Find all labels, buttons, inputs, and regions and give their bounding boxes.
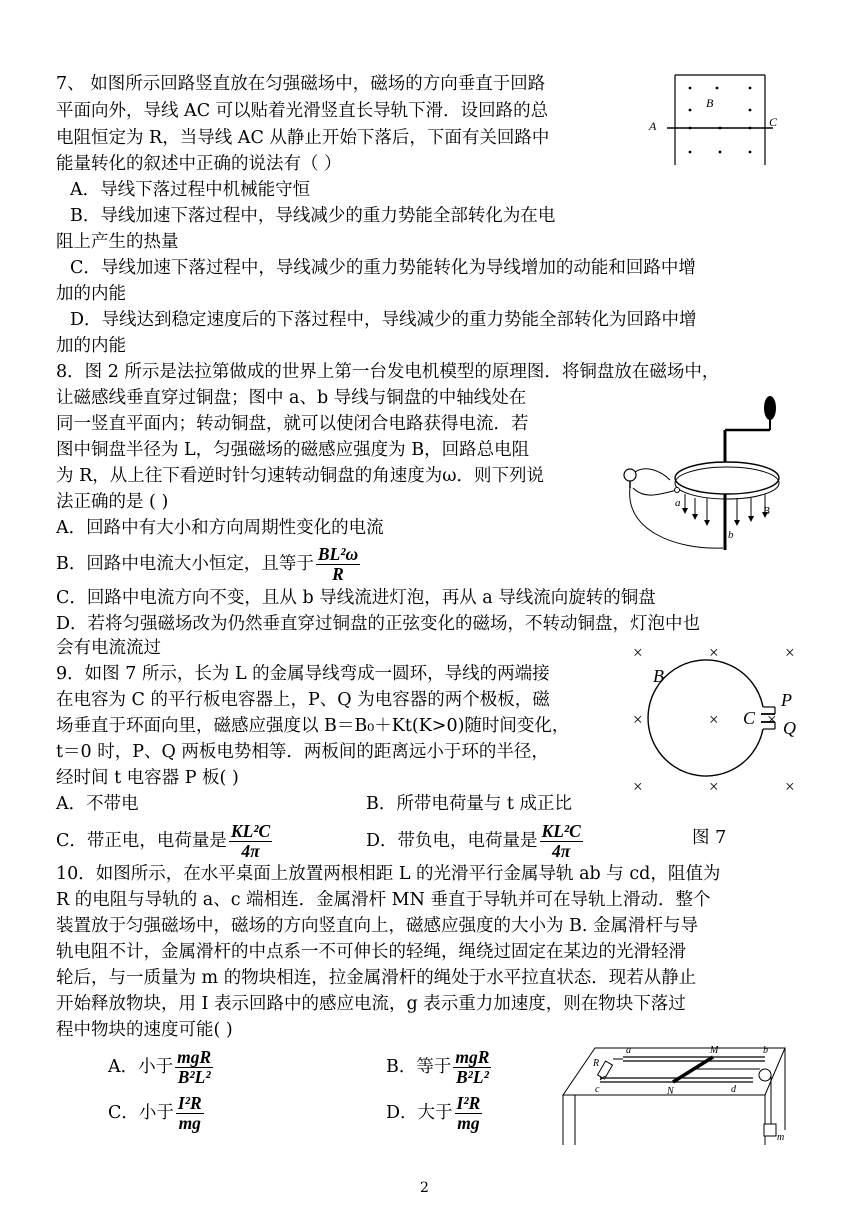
q10-option-c-fraction (176, 1094, 204, 1133)
q8-option-b-text: B．回路中电流大小恒定，且等于 (56, 554, 314, 574)
q10-option-a-fraction (175, 1048, 213, 1087)
q10-fig-label-c: c (595, 1084, 600, 1095)
cross-mark: × (785, 643, 795, 662)
q10-fig-label-b: b (763, 1045, 768, 1056)
q10-option-d-text: D．大于 (386, 1103, 453, 1123)
cross-mark: × (633, 710, 643, 729)
cross-mark: × (709, 777, 719, 796)
fraction-numerator: mgR (455, 1047, 490, 1067)
q7-option-b-cont: 阻上产生的热量 (56, 232, 179, 252)
q9-option-a: A．不带电 (56, 794, 139, 814)
cross-mark: × (709, 643, 719, 662)
q7-line-2: 平面向外，导线 AC 可以贴着光滑竖直长导轨下滑．设回路的总 (56, 101, 549, 121)
q7-option-a: A．导线下落过程中机械能守恒 (70, 180, 311, 200)
q7-option-d-cont: 加的内能 (56, 336, 126, 356)
fraction-numerator: I²R (177, 1093, 202, 1113)
q9-option-d (366, 822, 585, 861)
q10-option-a (108, 1048, 215, 1087)
q7-figure (645, 70, 778, 170)
fraction-numerator: BL²ω (317, 544, 359, 564)
q9-line-1: 9．如图 7 所示，长为 L 的金属导线弯成一圆环，导线的两端接 (56, 664, 550, 684)
q7-fig-label-b: B (706, 96, 714, 110)
fraction-denominator: 4π (241, 841, 260, 861)
fraction-denominator: mg (457, 1113, 480, 1133)
q8-option-d: D．若将匀强磁场改为仍然垂直穿过铜盘的正弦变化的磁场，不转动铜盘，灯泡中也 (56, 614, 701, 634)
q9-line-2: 在电容为 C 的平行板电容器上，P、Q 为电容器的两个极板，磁 (56, 690, 550, 710)
q7-option-d: D．导线达到稳定速度后的下落过程中，导线减少的重力势能全部转化为回路中增 (70, 310, 697, 330)
q7-line-4: 能量转化的叙述中正确的说法有（ ） (56, 154, 342, 174)
q8-line-5: 为 R，从上往下看逆时针匀速转动铜盘的角速度为ω．则下列说 (56, 466, 545, 486)
q9-option-c (56, 822, 274, 861)
cross-mark: × (709, 710, 719, 729)
q10-figure (555, 1040, 795, 1150)
q10-line-7: 程中物块的速度可能( ) (56, 1020, 233, 1040)
q8-fig-label-b: b (728, 529, 734, 541)
q8-option-b (56, 545, 362, 584)
cross-mark: × (633, 643, 643, 662)
q7-option-c-cont: 加的内能 (56, 284, 126, 304)
q10-fig-label-M: M (710, 1045, 719, 1056)
fraction-denominator: B²L² (455, 1067, 489, 1087)
q7-fig-label-a: A (649, 119, 657, 133)
q8-line-2: 让磁感线垂直穿过铜盘；图中 a、b 导线与铜盘的中轴线处在 (56, 388, 527, 408)
q10-fig-label-R: R (593, 1058, 600, 1069)
q10-option-b (386, 1048, 493, 1087)
q8-option-c: C．回路中电流方向不变，且从 b 导线流进灯泡，再从 a 导线流向旋转的铜盘 (56, 588, 656, 608)
q7-line-3: 电阻恒定为 R，当导线 AC 从静止开始下落后，下面有关回路中 (56, 128, 550, 148)
q10-line-6: 开始释放物块，用 I 表示回路中的感应电流，g 表示重力加速度，则在物块下落过 (56, 994, 686, 1014)
q10-line-1: 10．如图所示，在水平桌面上放置两根相距 L 的光滑平行金属导轨 ab 与 cd，阻值为 (56, 864, 721, 884)
fraction-numerator: I²R (456, 1093, 481, 1113)
q10-line-3: 装置放于匀强磁场中，磁场的方向竖直向上，磁感应强度的大小为 B. 金属滑杆与导 (56, 916, 699, 936)
fraction-denominator: 4π (552, 841, 571, 861)
fraction-numerator: KL²C (541, 821, 581, 841)
q10-option-b-fraction (453, 1048, 491, 1087)
q9-figure-caption: 图 7 (692, 828, 727, 848)
q10-option-c (108, 1094, 206, 1133)
q9-option-d-text: D．带负电，电荷量是 (366, 831, 538, 851)
page-number: 2 (420, 1180, 429, 1196)
q10-option-c-text: C．小于 (108, 1103, 174, 1123)
q8-line-1: 8．图 2 所示是法拉第做成的世界上第一台发电机模型的原理图．将铜盘放在磁场中， (56, 362, 720, 382)
q10-fig-label-m: m (777, 1132, 785, 1143)
fraction-numerator: mgR (177, 1047, 212, 1067)
cross-mark: × (767, 710, 777, 729)
q9-option-c-text: C．带正电，电荷量是 (56, 831, 227, 851)
q9-option-c-fraction (229, 822, 272, 861)
q8-line-3: 同一竖直平面内；转动铜盘，就可以使闭合电路获得电流．若 (56, 414, 529, 434)
q8-fig-label-B: B (763, 505, 770, 517)
q9-option-b: B．所带电荷量与 t 成正比 (366, 794, 573, 814)
q7-option-c: C．导线加速下落过程中，导线减少的重力势能转化为导线增加的动能和回路中增 (70, 258, 696, 278)
q8-line-4: 图中铜盘半径为 L，匀强磁场的磁感应强度为 B，回路总电阻 (56, 440, 530, 460)
cross-mark: × (785, 777, 795, 796)
q7-line-1: 7、 如图所示回路竖直放在匀强磁场中，磁场的方向垂直于回路 (56, 74, 546, 94)
q8-option-a: A．回路中有大小和方向周期性变化的电流 (56, 518, 384, 538)
q9-line-4: t＝0 时，P、Q 两板电势相等．两板间的距离远小于环的半径， (56, 742, 549, 762)
q7-option-b: B．导线加速下落过程中，导线减少的重力势能全部转化为在电 (70, 206, 556, 226)
q9-line-5: 经时间 t 电容器 P 板( ) (56, 768, 239, 788)
q10-option-a-text: A．小于 (108, 1057, 174, 1077)
q8-option-b-fraction (316, 545, 360, 584)
q8-option-d-cont: 会有电流流过 (56, 638, 161, 658)
q9-fig-label-Q: Q (783, 718, 796, 738)
q10-line-2: R 的电阻与导轨的 a、c 端相连．金属滑杆 MN 垂直于导轨并可在导轨上滑动．整个 (56, 890, 711, 910)
q9-fig-label-B: B (653, 666, 664, 686)
q8-fig-label-a: a (675, 497, 681, 509)
q10-fig-label-N: N (667, 1086, 674, 1097)
q7-fig-label-c: C (769, 115, 778, 129)
fraction-denominator: mg (178, 1113, 201, 1133)
q10-line-5: 轮后，与一质量为 m 的物块相连，拉金属滑杆的绳处于水平拉直状态．现若从静止 (56, 968, 697, 988)
q8-line-6: 法正确的是 ( ) (56, 492, 169, 512)
cross-mark: × (633, 777, 643, 796)
fraction-denominator: B²L² (177, 1067, 211, 1087)
q9-line-3: 场垂直于环面向里，磁感应强度以 B＝B₀＋Kt(K>0)随时间变化， (56, 716, 570, 736)
q10-option-d-fraction (455, 1094, 483, 1133)
q10-option-d (386, 1094, 484, 1133)
q8-figure (615, 390, 805, 580)
q10-fig-label-d: d (731, 1084, 736, 1095)
q9-option-d-fraction (540, 822, 583, 861)
q10-fig-label-a: a (626, 1045, 631, 1056)
q10-line-4: 轨电阻不计，金属滑杆的中点系一不可伸长的轻绳，绳绕过固定在某边的光滑轻滑 (56, 942, 686, 962)
q9-fig-label-P: P (781, 690, 792, 710)
q10-option-b-text: B．等于 (386, 1057, 452, 1077)
q9-fig-label-C: C (743, 708, 756, 728)
fraction-denominator: R (332, 564, 344, 584)
q9-figure (625, 640, 805, 800)
fraction-numerator: KL²C (230, 821, 271, 841)
